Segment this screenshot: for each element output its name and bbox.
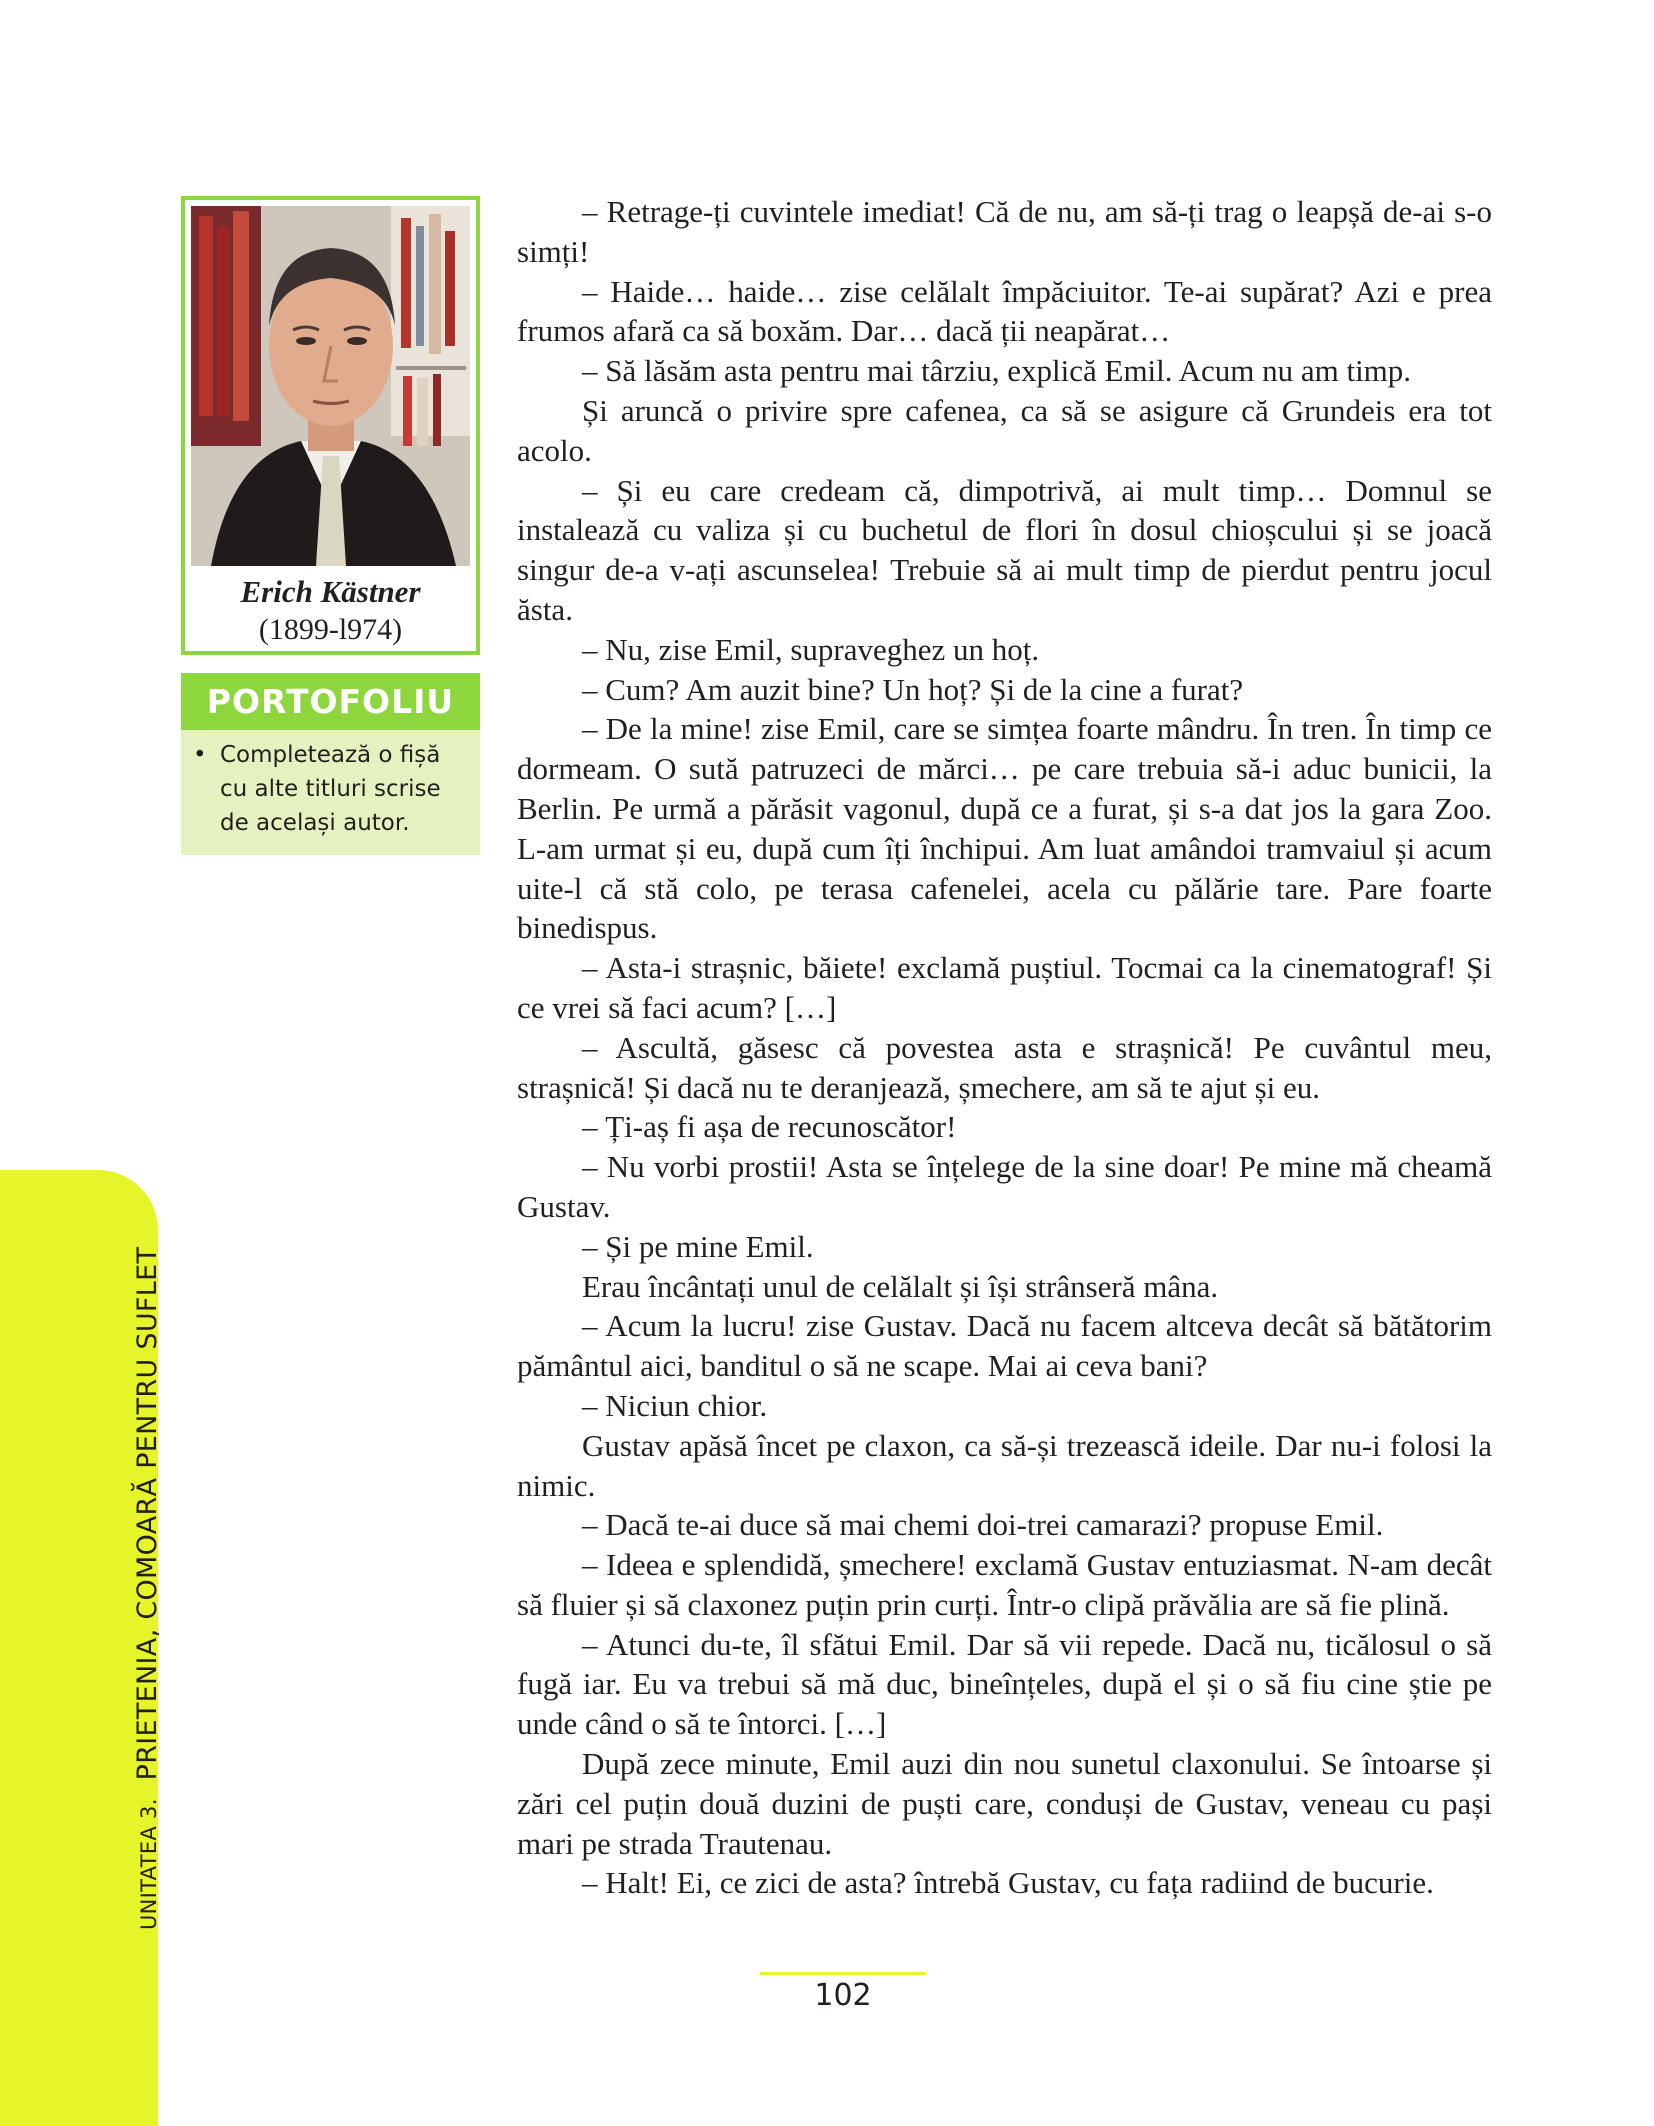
story-paragraph: – Haide… haide… zise celălalt împăciuitor. Te-ai supărat? Azi e prea frumos afară ca să boxăm. Dar… dacă ții neapărat… (517, 273, 1492, 349)
page-number: 102 (814, 1978, 872, 2013)
story-paragraph: – Acum la lucru! zise Gustav. Dacă nu facem altceva decât să bătătorim pământul aici, banditul o să ne scape. Mai ai ceva bani? (517, 1308, 1492, 1384)
story-paragraph: – Niciun chior. (582, 1387, 768, 1423)
portfolio-bullet: • (193, 742, 207, 768)
author-years: (1899-l974) (258, 613, 403, 646)
author-portrait (191, 206, 470, 566)
story-paragraph: Erau încântați unul de celălalt și își strânseră mâna. (582, 1268, 1219, 1304)
story-paragraph: – Retrage-ți cuvintele imediat! Că de nu, am să-ți trag o leapșă de-ai s-o simți! (517, 194, 1492, 269)
story-paragraph: – Ascultă, găsesc că povestea asta e strașnică! Pe cuvântul meu, strașnică! Și dacă nu te deranjează, șmechere, am să te ajut și eu. (517, 1029, 1492, 1105)
story-paragraph: Gustav apăsă încet pe claxon, ca să-și trezească ideile. Dar nu-i folosi la nimic. (517, 1427, 1492, 1503)
story-paragraph: După zece minute, Emil auzi din nou sunetul claxonului. Se întoarse și zări cel puțin două duzini de puști care, conduși de Gustav, veneau cu pași mari pe strada Trautenau. (517, 1746, 1492, 1861)
author-name: Erich Kästner (240, 574, 421, 609)
story-paragraph: – Halt! Ei, ce zici de asta? întrebă Gustav, cu fața radiind de bucurie. (582, 1865, 1434, 1901)
story-paragraph: – Asta-i strașnic, băiete! exclamă puștiul. Tocmai ca la cinematograf! Și ce vrei să faci acum? […] (517, 950, 1492, 1025)
story-paragraph: – Atunci du-te, îl sfătui Emil. Dar să vii repede. Dacă nu, ticălosul o să fugă iar. Eu va trebui să mă duc, bineînțeles, după el și o să fiu cine știe pe unde când o să te întorci. […] (517, 1626, 1492, 1742)
story-text (517, 192, 1492, 1903)
unit-title: PRIETENIA, COMOARĂ PENTRU SUFLET (132, 1246, 163, 1781)
story-paragraph: – Ți-aș fi așa de recunoscător! (582, 1109, 957, 1145)
story-paragraph: – Nu vorbi prostii! Asta se înțelege de la sine doar! Pe mine mă cheamă Gustav. (517, 1149, 1492, 1224)
story-paragraph: – Dacă te-ai duce să mai chemi doi-trei camarazi? propuse Emil. (582, 1507, 1384, 1543)
story-paragraph: Și aruncă o privire spre cafenea, ca să se asigure că Grundeis era tot acolo. (517, 392, 1492, 468)
story-paragraph: – Și eu care credeam că, dimpotrivă, ai mult timp… Domnul se instalează cu valiza și cu buchetul de flori în dosul chioșcului și se joacă singur de-a v-ați ascunselea! Trebuie să ai mult timp de pierdut pentru jocul ăsta. (517, 472, 1492, 627)
author-card (181, 196, 480, 655)
story-paragraph: – De la mine! zise Emil, care se simțea foarte mândru. În tren. În timp ce dormeam. O sută patruzeci de mărci… pe care trebuia să-i aduc bunicii, la Berlin. Pe urmă a părăsit vagonul, după ce a furat, și s-a dat jos la gara Zoo. L-am urmat și eu, după cum îți închipui. Am luat amândoi tramvaiul și acum uite-l că stă colo, pe terasa cafenelei, acela cu pălărie tare. Pare foarte binedispus. (517, 711, 1492, 946)
story-paragraph: – Să lăsăm asta pentru mai târziu, explică Emil. Acum nu am timp. (582, 353, 1412, 389)
portfolio-box (181, 730, 480, 855)
portfolio-task: Completează o fișă cu alte titluri scrise de același autor. (220, 742, 441, 836)
portfolio-title: PORTOFOLIU (181, 673, 480, 730)
page-number-rule (760, 1972, 926, 1975)
unit-number: UNITATEA 3. (137, 1798, 161, 1930)
story-paragraph: – Cum? Am auzit bine? Un hoț? Și de la cine a furat? (582, 671, 1244, 707)
story-paragraph: – Și pe mine Emil. (582, 1228, 814, 1264)
story-paragraph: – Nu, zise Emil, supraveghez un hoț. (582, 631, 1040, 667)
story-paragraph: – Ideea e splendidă, șmechere! exclamă Gustav entuziasmat. N-am decât să fluier și să claxonez puțin prin curți. Într-o clipă prăvălia are să fie plină. (517, 1547, 1492, 1622)
unit-side-tab-label (132, 1247, 163, 1930)
